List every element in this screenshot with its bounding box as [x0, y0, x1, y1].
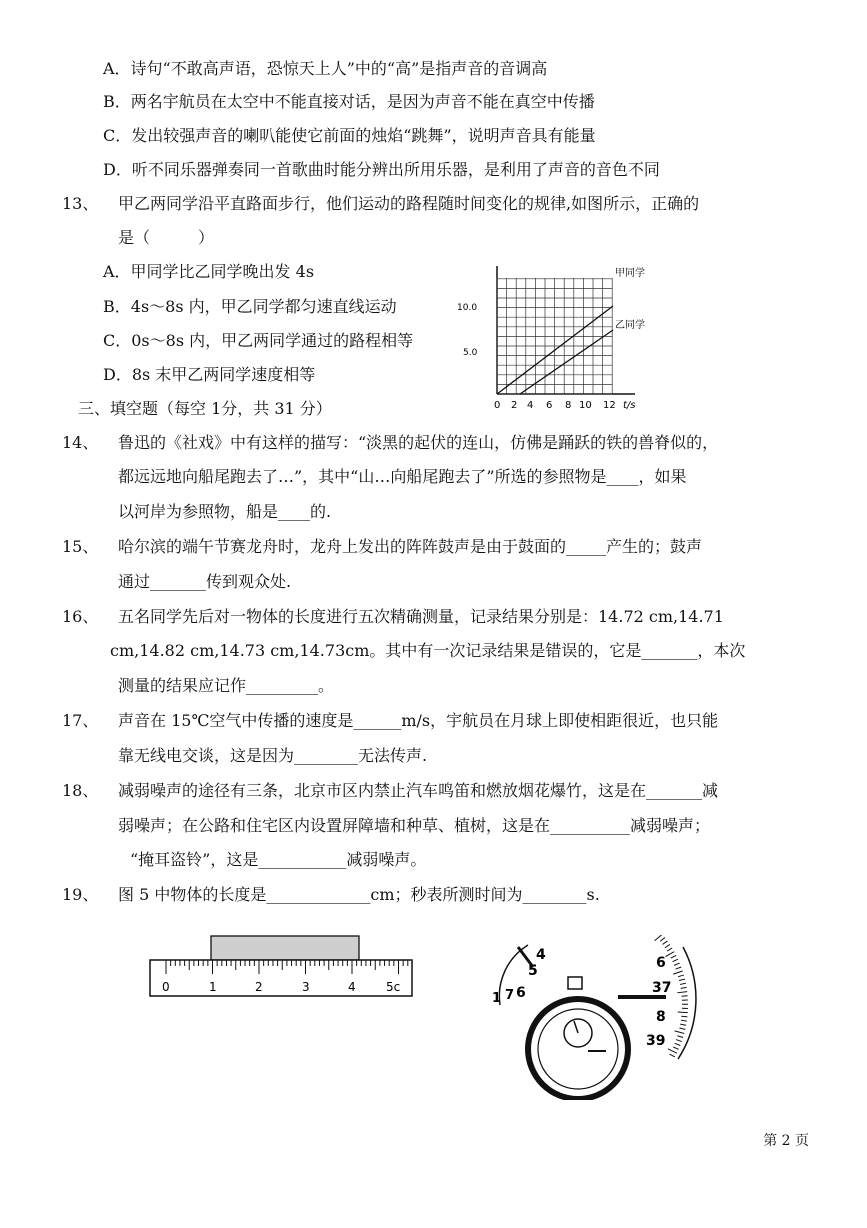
- minute-dial-label: 4: [536, 947, 546, 963]
- second-dial-tick: [667, 948, 672, 951]
- second-dial-tick: [680, 983, 686, 984]
- measured-object: [211, 936, 359, 960]
- second-dial-tick: [678, 1012, 688, 1013]
- ruler-label: 5c: [386, 980, 401, 994]
- second-dial-tick: [679, 1028, 685, 1029]
- q18-line1: 减弱噪声的途径有三条，北京市区内禁止汽车鸣笛和燃放烟花爆竹，这是在_______减: [118, 781, 719, 800]
- q13-stem-line1: 甲乙两同学沿平直路面步行，他们运动的路程随时间变化的规律,如图所示，正确的: [118, 194, 700, 213]
- stopwatch-body: [528, 999, 628, 1099]
- q18-number: 18、: [62, 781, 99, 800]
- second-dial-tick: [679, 979, 685, 980]
- graph-y-tick-5: 5.0: [463, 348, 478, 358]
- q13-stem-line2: 是（ ）: [118, 228, 215, 247]
- q15-line2: 通过_______传到观众处.: [118, 572, 292, 591]
- minute-dial-label: 5: [528, 963, 538, 979]
- q14-number: 14、: [62, 433, 99, 452]
- ruler-figure: [148, 932, 418, 1002]
- minute-dial-label: 1: [492, 991, 502, 1006]
- minute-dial-label: 7: [505, 988, 515, 1003]
- second-dial-tick: [680, 1024, 686, 1025]
- q12-option-c: C．发出较强声音的喇叭能使它前面的烛焰“跳舞”，说明声音具有能量: [103, 126, 596, 145]
- second-dial-tick: [663, 941, 668, 944]
- q18-line2: 弱噪声；在公路和住宅区内设置屏障墙和种草、植树，这是在__________减弱噪声；: [118, 816, 711, 835]
- second-dial-tick: [665, 944, 670, 947]
- q13-option-a: A．甲同学比乙同学晚出发 4s: [103, 262, 315, 281]
- second-dial-tick: [681, 1016, 687, 1017]
- second-dial-tick: [676, 1040, 682, 1042]
- q16-line2: cm,14.82 cm,14.73 cm,14.73cm。其中有一次记录结果是错误的，它是_______，本次: [110, 641, 746, 660]
- second-dial-label: 8: [656, 1009, 666, 1025]
- second-dial-tick: [681, 1020, 687, 1021]
- graph-x-tick: 0: [494, 400, 501, 411]
- graph-grid: [497, 278, 612, 394]
- page-number: 第 2 页: [763, 1133, 809, 1149]
- q13-distance-time-graph: [455, 258, 655, 418]
- second-dial-tick: [675, 1031, 685, 1034]
- ruler-label: 0: [162, 980, 170, 994]
- second-dial-tick: [673, 959, 678, 961]
- graph-x-tick: 10: [579, 400, 592, 411]
- q17-line2: 靠无线电交谈，这是因为________无法传声.: [118, 746, 428, 765]
- second-dial-tick: [673, 1047, 678, 1049]
- second-dial-tick: [678, 975, 684, 977]
- graph-x-unit: t/s: [623, 400, 636, 411]
- q13-number: 13、: [62, 194, 99, 213]
- q14-line3: 以河岸为参照物，船是____的.: [118, 502, 332, 521]
- second-dial-tick: [673, 971, 683, 974]
- second-dial-tick: [670, 1054, 675, 1057]
- q14-line1: 鲁迅的《社戏》中有这样的描写：“淡黑的起伏的连山，仿佛是踊跃的铁的兽脊似的，: [118, 433, 719, 452]
- ruler-label: 2: [255, 980, 263, 994]
- section-3-title: 三、填空题（每空 1分，共 31 分）: [78, 399, 332, 418]
- q17-line1: 声音在 15℃空气中传播的速度是______m/s，宇航员在月球上即使相距很近，也只能: [118, 711, 719, 730]
- second-dial-tick: [682, 996, 688, 997]
- ruler-label: 3: [302, 980, 310, 994]
- graph-x-tick: 8: [565, 400, 572, 411]
- graph-x-tick: 2: [511, 400, 518, 411]
- q16-line1: 五名同学先后对一物体的长度进行五次精确测量，记录结果分别是：14.72 cm,14.71: [118, 607, 724, 626]
- q15-number: 15、: [62, 537, 99, 556]
- q14-line2: 都远远地向船尾跑去了…”，其中“山…向船尾跑去了”所选的参照物是____，如果: [118, 467, 687, 486]
- second-dial-tick: [671, 955, 676, 958]
- q19-number: 19、: [62, 885, 99, 904]
- graph-x-tick: 12: [603, 400, 616, 411]
- graph-line-jia: [497, 306, 613, 394]
- ruler-label: 1: [209, 980, 217, 994]
- second-dial-tick: [676, 967, 682, 969]
- second-dial-tick: [665, 952, 674, 957]
- stopwatch-crown: [568, 977, 582, 989]
- second-dial-tick: [655, 935, 663, 941]
- second-dial-label: 39: [646, 1033, 666, 1049]
- second-dial-tick: [677, 1036, 683, 1038]
- q12-option-a: A．诗句“不敢高声语，恐惊天上人”中的“高”是指声音的音调高: [103, 59, 548, 78]
- second-dial-arc: [678, 947, 696, 1059]
- q16-number: 16、: [62, 607, 99, 626]
- q15-line1: 哈尔滨的端午节赛龙舟时，龙舟上发出的阵阵鼓声是由于鼓面的_____产生的；鼓声: [118, 537, 703, 556]
- second-dial-tick: [660, 938, 665, 942]
- q18-line3: “掩耳盗铃”，这是___________减弱噪声。: [130, 850, 427, 869]
- second-dial-label: 37: [652, 980, 672, 996]
- stopwatch-figure: [488, 935, 718, 1100]
- graph-legend-jia: 甲同学: [615, 268, 645, 279]
- q13-option-d: D．8s 末甲乙两同学速度相等: [103, 365, 316, 384]
- q16-line3: 测量的结果应记作_________。: [118, 676, 335, 695]
- second-dial-tick: [668, 1049, 677, 1053]
- graph-legend-yi: 乙同学: [615, 320, 645, 331]
- q13-option-c: C．0s～8s 内，甲乙两同学通过的路程相等: [103, 331, 414, 350]
- q17-number: 17、: [62, 711, 99, 730]
- q19-line1: 图 5 中物体的长度是_____________cm；秒表所测时间为________s.: [118, 885, 600, 904]
- q12-option-b: B．两名宇航员在太空中不能直接对话，是因为声音不能在真空中传播: [103, 92, 595, 111]
- second-dial-tick: [675, 1043, 681, 1045]
- q13-option-b: B．4s～8s 内，甲乙同学都匀速直线运动: [103, 297, 397, 316]
- graph-x-tick: 4: [527, 400, 534, 411]
- second-dial-tick: [677, 992, 687, 993]
- graph-y-tick-10: 10.0: [457, 303, 478, 313]
- graph-x-tick: 6: [546, 400, 553, 411]
- q12-option-d: D．听不同乐器弹奏同一首歌曲时能分辨出所用乐器，是利用了声音的音色不同: [103, 160, 660, 179]
- second-dial-tick: [674, 963, 680, 965]
- ruler-label: 4: [348, 980, 356, 994]
- second-dial-tick: [681, 987, 687, 988]
- minute-dial-label: 6: [516, 985, 526, 1001]
- second-dial-label: 6: [656, 955, 666, 971]
